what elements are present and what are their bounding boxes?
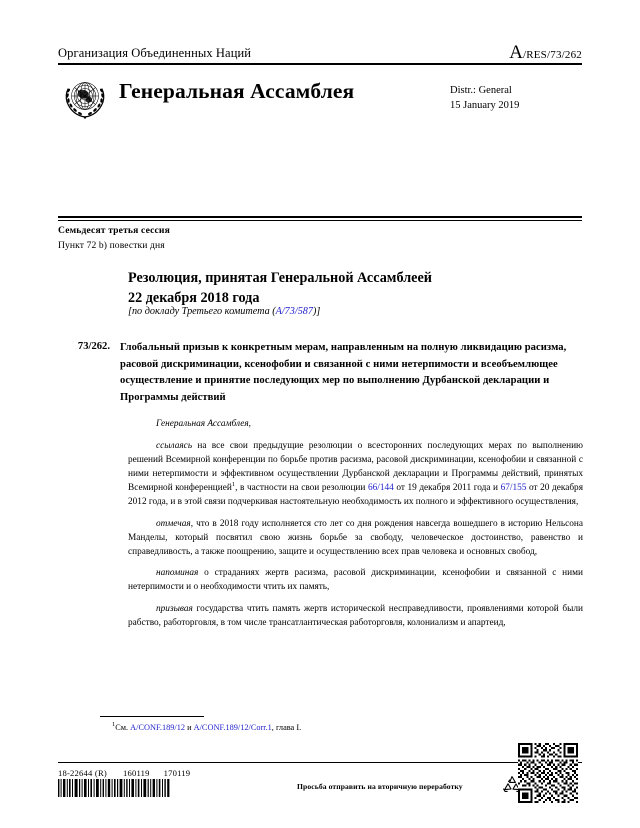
session-rule-thin bbox=[58, 220, 582, 221]
resolution-heading bbox=[128, 268, 583, 308]
body-name-title: Генеральная Ассамблея bbox=[119, 79, 355, 104]
resolution-number: 73/262. bbox=[77, 340, 110, 352]
paragraph-1-text-d: от 20 декабря 2012 года, и в этой связи подчеркивая настоятельную необходимость их полного и эффективного осуществления, bbox=[128, 482, 583, 507]
preambular-paragraph-4 bbox=[128, 603, 583, 631]
footnote-link-1[interactable]: A/CONF.189/12 bbox=[130, 723, 186, 732]
preambular-paragraph-1 bbox=[128, 440, 583, 510]
resolution-title: Глобальный призыв к конкретным мерам, направленным на полную ликвидацию расизма, расовой дискриминации, ксенофобии и связанной с ними нетерпимости и всеобъемлющее осуществление и принятие последующих мер по выполнению Дурбанской декларации и Программы действий bbox=[120, 342, 567, 404]
paragraph-1-lead: ссылаясь bbox=[156, 440, 193, 451]
footer-rule bbox=[58, 762, 582, 763]
resolution-heading-line-1: Резолюция, принятая Генеральной Ассамблеей bbox=[128, 270, 432, 286]
footnote-conjunction: и bbox=[185, 723, 194, 732]
distribution-block bbox=[440, 84, 582, 114]
recycle-message: Просьба отправить на вторичную переработку bbox=[297, 782, 463, 791]
resolution-body bbox=[128, 418, 583, 639]
masthead-body-row bbox=[58, 73, 582, 122]
paragraph-1-text-c: от 19 декабря 2011 года и bbox=[393, 482, 501, 493]
resolution-link-67-155[interactable]: 67/155 bbox=[500, 482, 527, 493]
qr-code-icon bbox=[518, 743, 578, 803]
footnote-reference-1[interactable]: 1 bbox=[231, 480, 236, 488]
preambular-paragraph-3 bbox=[128, 567, 583, 595]
paragraph-1-text-a: на все свои предыдущие резолюции о всесторонних последующих мерах по выполнению решений Всемирной конференции по борьбе против расизма, расовой дискриминации, ксенофобии и связанной с ними нетерпимости и эффективном осуществлении Дурбанской декларации и Программы действий, принятых Всемирной конференцией bbox=[128, 440, 583, 493]
paragraph-2-lead: отмечая bbox=[156, 518, 191, 529]
footnote-block bbox=[100, 716, 430, 734]
agenda-item: Пункт 72 b) повестки дня bbox=[58, 239, 165, 251]
resolution-title-block bbox=[58, 340, 582, 407]
job-number: 18-22644 (R) bbox=[58, 768, 107, 778]
organization-name: Организация Объединенных Наций bbox=[58, 46, 252, 61]
distribution-label: Distr.: General bbox=[450, 85, 512, 97]
session-rule-thick bbox=[58, 216, 582, 218]
body-addressee: Генеральная Ассамблея, bbox=[156, 419, 251, 429]
report-reference bbox=[128, 306, 320, 317]
document-symbol-rest: /RES/73/262 bbox=[522, 49, 582, 61]
footnote-text bbox=[100, 722, 430, 734]
paragraph-4-text: государства чтить память жертв исторической несправедливости, проявлениями которой были рабство, работорговля, в том числе трансатлантическая работорговля, колониализм и апартеид, bbox=[128, 604, 583, 629]
footnote-prefix: См. bbox=[115, 723, 131, 732]
paragraph-2-text: , что в 2018 году исполняется сто лет со дня рождения навсегда вошедшего в историю Нельсона Манделы, который посвятил свою жизнь борьбе за свободу, человеческое достоинство, равенство и справедливость, а также поощрению, защите и осуществлению всех прав человека и основных свобод, bbox=[128, 518, 583, 557]
un-emblem-icon bbox=[58, 74, 112, 122]
barcode-icon bbox=[58, 779, 170, 797]
masthead bbox=[58, 44, 582, 122]
paragraph-4-lead: призывая bbox=[156, 604, 193, 615]
document-symbol bbox=[509, 44, 582, 61]
masthead-top-row bbox=[58, 44, 582, 63]
session-number: Семьдесят третья сессия bbox=[58, 225, 170, 236]
date-code-2: 170119 bbox=[163, 768, 191, 778]
report-reference-prefix: [по докладу Третьего комитета ( bbox=[128, 306, 276, 317]
date-code-1: 160119 bbox=[122, 768, 150, 778]
footnote-marker: 1 bbox=[112, 721, 116, 729]
resolution-heading-line-2: 22 декабря 2018 года bbox=[128, 290, 260, 307]
masthead-rule-thick bbox=[58, 63, 582, 65]
resolution-link-66-144[interactable]: 66/144 bbox=[367, 482, 394, 493]
report-reference-suffix: )] bbox=[312, 306, 321, 317]
footer bbox=[58, 768, 582, 816]
preambular-paragraph-2 bbox=[128, 518, 583, 560]
paragraph-3-lead: напоминая bbox=[156, 568, 199, 579]
session-divider bbox=[58, 216, 582, 221]
footnote-link-2[interactable]: A/CONF.189/12/Corr.1 bbox=[193, 723, 272, 732]
paragraph-3-text: о страданиях жертв расизма, расовой дискриминации, ксенофобии и связанной с ними нетерпимости и о необходимости чтить их память, bbox=[128, 568, 583, 593]
report-reference-link[interactable]: A/73/587 bbox=[275, 306, 313, 317]
session-block bbox=[58, 224, 170, 254]
paragraph-1-text-b: , в частности на свои резолюции bbox=[235, 482, 368, 493]
footer-codes bbox=[58, 768, 190, 778]
document-symbol-letter: A bbox=[509, 42, 523, 63]
footnote-suffix: , глава I. bbox=[271, 723, 302, 732]
distribution-date: 15 January 2019 bbox=[450, 100, 520, 111]
footnote-rule bbox=[100, 716, 204, 717]
